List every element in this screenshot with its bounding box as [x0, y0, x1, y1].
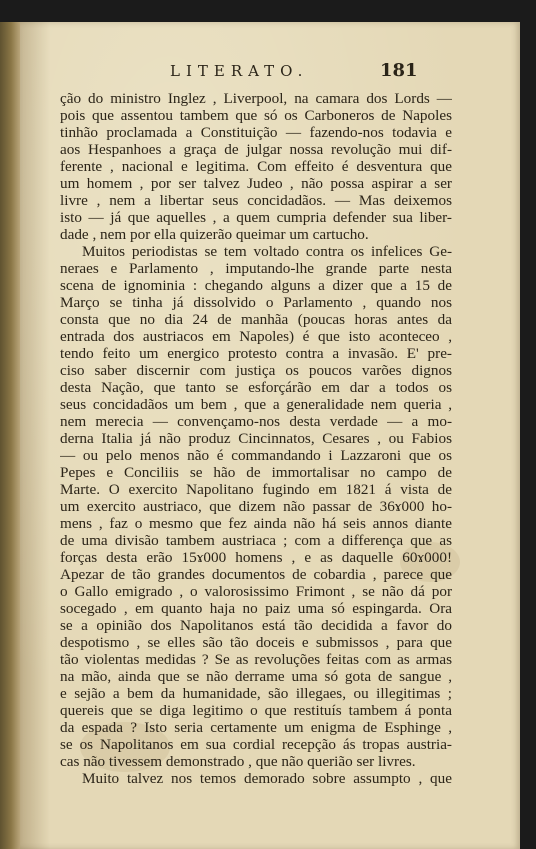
- body-text: [60, 90, 452, 787]
- text-line: um homem , por ser talvez Judeo , não possa aspirar a ser: [60, 175, 452, 192]
- text-line: da espada ? Isto seria certamente um enigma de Esphinge ,: [60, 719, 452, 736]
- text-line: scena de ignominia : chegando alguns a dizer que a 15 de: [60, 277, 452, 294]
- text-line: um exercito austriaco, que dizem não passar de 36ɤ000 ho-: [60, 498, 452, 515]
- text-line: mens , faz o mesmo que fez ainda não há seis annos diante: [60, 515, 452, 532]
- text-line: seus concidadãos um bem , que a generalidade nem queria ,: [60, 396, 452, 413]
- text-line: nem merecia — convençamo-nos desta verdade — a mo-: [60, 413, 452, 430]
- text-line: Março se tinha já dissolvido o Parlamento , quando nos: [60, 294, 452, 311]
- text-line: forças desta erão 15ɤ000 homens , e as daquelle 60ɤ000!: [60, 549, 452, 566]
- text-line: o Gallo emigrado , o valorosissimo Frimont , se não dá por: [60, 583, 452, 600]
- text-line: consta que no dia 24 de manhãa (poucas horas antes da: [60, 311, 452, 328]
- running-head: [20, 62, 520, 84]
- text-line: livre , nem a libertar seus concidadãos. — Mas deixemos: [60, 192, 452, 209]
- text-line: — ou pelo menos não é commandando i Lazzaroni que os: [60, 447, 452, 464]
- text-line: se os Napolitanos em sua cordial recepção ás tropas austria-: [60, 736, 452, 753]
- text-line: quereis que se diga legitimo o que restituís tambem á ponta: [60, 702, 452, 719]
- text-line: tendo feito um energico protesto contra a invasão. E' pre-: [60, 345, 452, 362]
- text-line: desta Nação, que tanto se esforçárão em dar a todos os: [60, 379, 452, 396]
- text-line: socegado , em quanto haja no paiz uma só espingarda. Ora: [60, 600, 452, 617]
- text-line: Pepes e Conciliis se hão de immortalisar no campo de: [60, 464, 452, 481]
- text-line: dade , nem por ella quizerão queimar um cartucho.: [60, 226, 369, 243]
- text-line: ciso saber discernir com justiça os poucos varões dignos: [60, 362, 452, 379]
- running-title: LITERATO.: [170, 62, 309, 80]
- text-line: se a opinião dos Napolitanos está tão decidida a favor do: [60, 617, 452, 634]
- text-line: Muito talvez nos temos demorado sobre assumpto , que: [82, 770, 452, 787]
- page-number: 181: [380, 60, 418, 81]
- book-page: [20, 22, 520, 849]
- text-line: de uma divisão tambem austriaca ; com a differença que as: [60, 532, 452, 549]
- text-line: pois que assentou tambem que só os Carboneros de Napoles: [60, 107, 452, 124]
- text-line: entrada dos austriacos em Napoles) é que isto aconteceo ,: [60, 328, 452, 345]
- text-line: tinhão proclamada a Constituição — fazendo-nos todavia e: [60, 124, 452, 141]
- text-line: na mão, ainda que se não derrame uma só gota de sangue ,: [60, 668, 452, 685]
- text-line: cas não tivessem demonstrado , que não querião ser livres.: [60, 753, 416, 770]
- text-line: ção do ministro Inglez , Liverpool, na camara dos Lords —: [60, 90, 452, 107]
- text-line: e sejão a bem da humanidade, são illegaes, ou illegitimas ;: [60, 685, 452, 702]
- text-line: Marte. O exercito Napolitano fugindo em 1821 á vista de: [60, 481, 452, 498]
- text-line: ferente , nacional e legitima. Com effeito é desventura que: [60, 158, 452, 175]
- text-line: neraes e Parlamento , imputando-lhe grande parte nesta: [60, 260, 452, 277]
- text-line: Muitos periodistas se tem voltado contra os infelices Ge-: [82, 243, 452, 260]
- book-spine: [0, 22, 20, 849]
- text-line: despotismo , se elles são tão doceis e submissos , para que: [60, 634, 452, 651]
- text-line: aos Hespanhoes a graça de julgar nossa revolução mui dif-: [60, 141, 452, 158]
- text-line: derna Italia já não produz Cincinnatos, Cesares , ou Fabios: [60, 430, 452, 447]
- text-line: tão violentas medidas ? Se as revoluções feitas com as armas: [60, 651, 452, 668]
- text-line: Apezar de tão grandes documentos de cobardia , parece que: [60, 566, 452, 583]
- text-line: isto — já que aquelles , a quem cumpria defender sua liber-: [60, 209, 452, 226]
